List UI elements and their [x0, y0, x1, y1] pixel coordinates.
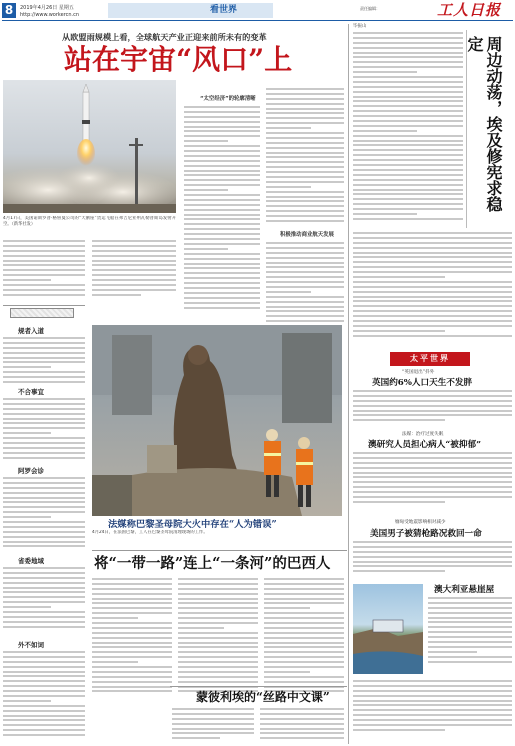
lead-body-col1 — [3, 240, 85, 300]
rocket-launch-photo — [3, 80, 176, 213]
rocket-photo-caption: 4月17日，美国诺斯罗普·格鲁曼公司的“天鹅座”货运飞船在弗吉尼亚州瓦勒普斯岛发射升空。（新华社发） — [3, 216, 176, 228]
issue-date: 2019年4月26日 星期五 — [20, 5, 74, 11]
mongolia-body-col2 — [260, 708, 344, 744]
column-item-body — [3, 477, 85, 551]
lead-body-col4 — [266, 88, 344, 228]
world-item-body-more — [353, 680, 512, 744]
sidebar-byline: 毕振山 — [353, 24, 367, 29]
belt-body-col1 — [92, 578, 172, 698]
site-url[interactable]: http://www.workercn.cn — [20, 12, 80, 18]
section-title: 看世界 — [210, 5, 238, 15]
world-item-kicker: 缅甸受地震影响相对减少 — [395, 520, 446, 525]
page-number-badge: 8 — [2, 3, 16, 18]
world-item-title: 澳研究人员担心病人“被抑郁” — [368, 440, 482, 450]
lead-headline: 站在宇宙“风口”上 — [64, 43, 293, 76]
header-rule — [2, 20, 513, 21]
belt-headline: 将“一带一路”连上“一条河”的巴西人 — [94, 555, 331, 572]
lead-subhead-1: “太空经济”的轮廓清晰 — [200, 96, 256, 102]
lead-body-col3 — [184, 106, 260, 316]
statue-photo — [92, 325, 342, 516]
belt-body-col2 — [178, 578, 258, 698]
lead-body-col5 — [266, 242, 344, 327]
world-item-body — [353, 390, 512, 428]
sidebar-title-box — [466, 30, 512, 228]
world-item-kicker: 法媒：治疗过度失眠 — [402, 432, 444, 437]
statue-caption: 4月24日，在法国巴黎，工人在巴黎圣母院清理现场的工作。 — [92, 530, 208, 535]
column-item-title: 规者入道 — [18, 327, 44, 335]
statue-headline: 法媒称巴黎圣母院大火中存在“人为错误” — [108, 519, 277, 530]
cliff-house-illustration — [353, 584, 423, 674]
world-item-title: 英国约6%人口天生不发胖 — [372, 378, 473, 388]
world-item-title: 澳大利亚悬崖屋 — [434, 585, 495, 595]
belt-rule — [92, 550, 347, 551]
world-item-kicker: “英国退出”抖外 — [402, 370, 435, 375]
statue-illustration — [92, 325, 342, 516]
page-header — [0, 0, 515, 20]
mongolia-rule — [170, 686, 347, 687]
column-rule — [3, 305, 85, 306]
section-bar — [108, 3, 273, 18]
sidebar-body-col2 — [353, 232, 512, 344]
world-item-body — [428, 597, 512, 677]
column-item-body — [3, 398, 85, 463]
world-item-title: 美国男子被猜枪路况救回一命 — [370, 529, 482, 539]
cliff-house-photo — [353, 584, 423, 674]
column-item-title: 阿罗会诊 — [18, 467, 44, 475]
newspaper-logo: 工人日报 — [437, 1, 502, 19]
rocket-illustration — [3, 80, 176, 213]
sidebar-body-col1 — [353, 32, 463, 226]
worker-2 — [296, 437, 313, 507]
column-item-body — [3, 567, 85, 633]
column-item-title: 外不如词 — [18, 641, 44, 649]
column-section-badge — [10, 308, 74, 318]
lead-body-col2 — [92, 240, 176, 300]
column-item-title: 不合事宜 — [18, 388, 44, 396]
lead-kicker: 从欧盟雨规模上看，全球航天产业正迎来前所未有的变革 — [62, 32, 267, 42]
column-item-body — [3, 337, 85, 385]
sidebar-title: 周边动荡，埃及修宪求稳定 — [465, 36, 503, 212]
belt-body-col3 — [264, 578, 344, 698]
page-editor: 责任编辑： — [360, 6, 380, 11]
mongolia-body-col1 — [172, 708, 254, 744]
world-header: 太平世界 — [390, 352, 470, 366]
world-item-body — [353, 541, 512, 579]
sidebar-divider — [348, 24, 349, 744]
world-item-body — [353, 452, 512, 516]
column-item-body — [3, 651, 85, 743]
mongolia-headline: 蒙彼利埃的“丝路中文课” — [196, 690, 330, 704]
column-item-title: 省委地域 — [18, 557, 44, 565]
lead-subhead-2: 积极推动商业航天发展 — [280, 232, 334, 238]
